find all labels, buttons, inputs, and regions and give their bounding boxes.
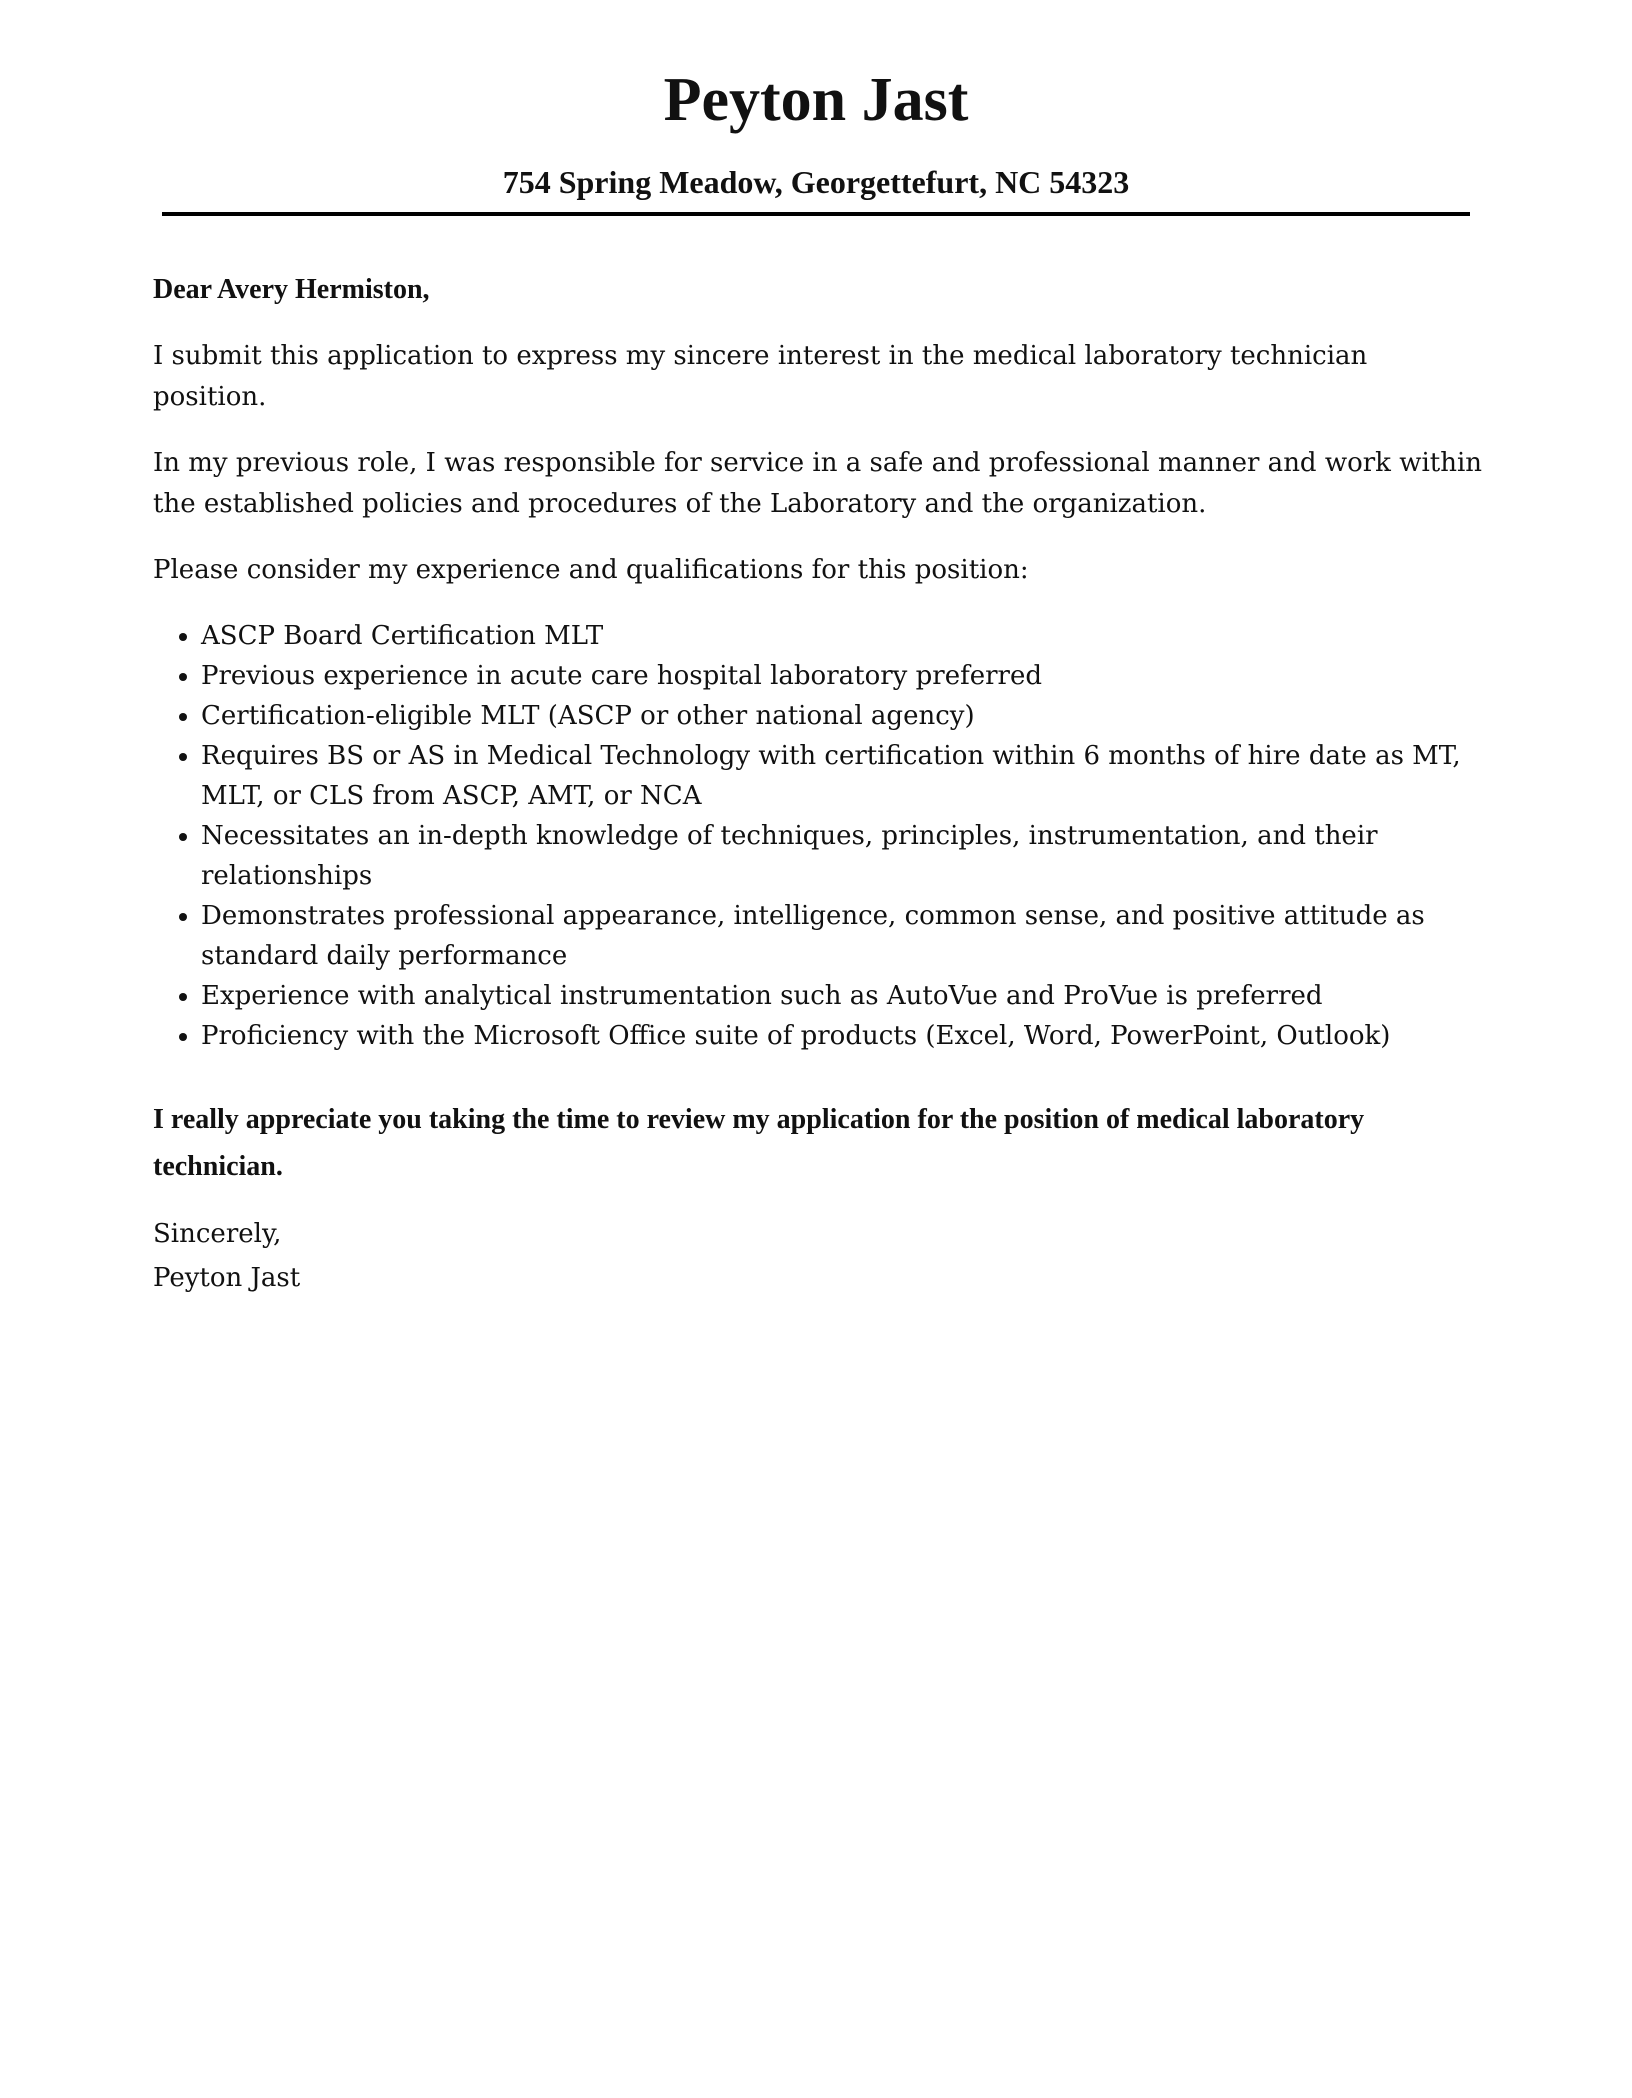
salutation: Dear Avery Hermiston, <box>153 274 430 305</box>
letter-body <box>153 270 1483 1300</box>
list-item: • Requires BS or AS in Medical Technology with certification within 6 months of hire date as MT, MLT, or CLS from ASCP, AMT, or NCA <box>201 736 1483 816</box>
list-item: • Demonstrates professional appearance, intelligence, common sense, and positive attitude as standard daily performance <box>201 896 1483 976</box>
signature-name: Peyton Jast <box>153 1263 301 1293</box>
signoff <box>153 1212 1483 1300</box>
closing-paragraph: I really appreciate you taking the time to review my application for the position of medical laboratory technician. <box>153 1104 1365 1182</box>
list-item: • Experience with analytical instrumentation such as AutoVue and ProVue is preferred <box>201 976 1483 1016</box>
intro-paragraph: I submit this application to express my sincere interest in the medical laboratory technician position. <box>153 341 1368 412</box>
list-item: • Necessitates an in-depth knowledge of techniques, principles, instrumentation, and their relationships <box>201 816 1483 896</box>
list-item: • Certification-eligible MLT (ASCP or other national agency) <box>201 696 1483 736</box>
list-item: • Proficiency with the Microsoft Office suite of products (Excel, Word, PowerPoint, Outlook) <box>201 1016 1483 1056</box>
sender-address: 754 Spring Meadow, Georgettefurt, NC 54323 <box>502 164 1130 200</box>
sender-name: Peyton Jast <box>663 66 969 134</box>
list-item: • Previous experience in acute care hospital laboratory preferred <box>201 656 1483 696</box>
header-divider <box>162 212 1470 216</box>
letter-header <box>162 60 1470 202</box>
qualifications-lead: Please consider my experience and qualifications for this position: <box>153 555 1029 585</box>
signoff-phrase: Sincerely, <box>153 1219 282 1249</box>
previous-role-paragraph: In my previous role, I was responsible for service in a safe and professional manner and work within the established policies and procedures of the Laboratory and the organization. <box>153 448 1483 519</box>
qualifications-list <box>153 616 1483 1056</box>
list-item: • ASCP Board Certification MLT <box>201 616 1483 656</box>
